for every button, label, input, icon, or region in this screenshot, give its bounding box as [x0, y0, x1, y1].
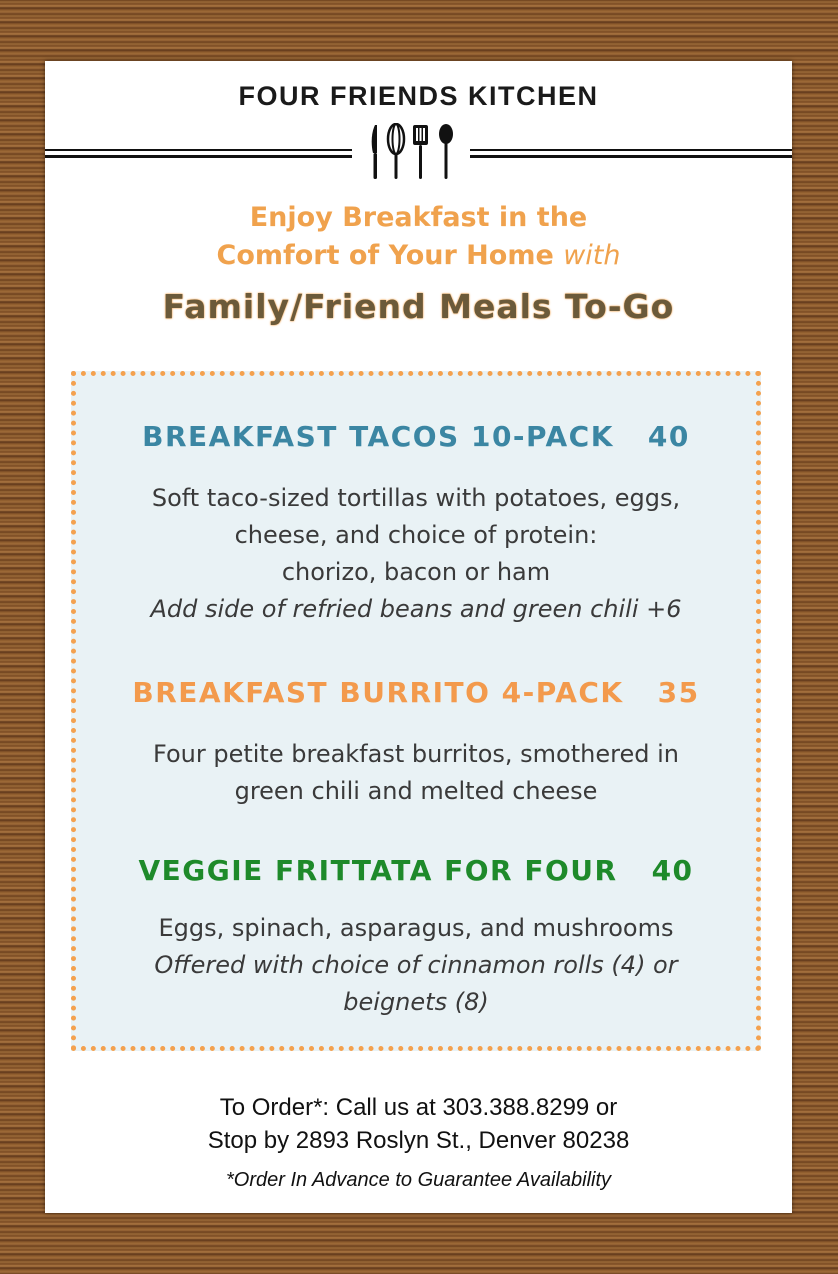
- menu-box: [71, 371, 761, 1051]
- advance-order-note: *Order In Advance to Guarantee Availability: [225, 1169, 612, 1191]
- description-line: Four petite breakfast burritos, smothered in: [153, 740, 679, 768]
- description-line: cheese, and choice of protein:: [234, 521, 598, 549]
- order-phone-line: To Order*: Call us at 303.388.8299 or: [219, 1094, 618, 1121]
- order-info: [45, 1091, 792, 1157]
- divider-left: [45, 149, 352, 159]
- brand-title: FOUR FRIENDS KITCHEN: [238, 81, 599, 111]
- description-line: Soft taco-sized tortillas with potatoes, eggs,: [151, 484, 681, 512]
- description-line: green chili and melted cheese: [234, 777, 598, 805]
- menu-item-title: [76, 420, 756, 453]
- add-on-line: Offered with choice of cinnamon rolls (4) or beignets (8): [154, 951, 678, 1016]
- menu-card: [45, 61, 792, 1213]
- item-price: 40: [647, 420, 690, 453]
- item-price: 40: [651, 854, 694, 887]
- tagline-line-1: Enjoy Breakfast in the: [249, 202, 588, 233]
- tagline-line-2-text: Comfort of Your Home: [216, 240, 554, 271]
- menu-item-description: [76, 736, 756, 810]
- tagline-with: with: [563, 240, 621, 271]
- item-name: BREAKFAST BURRITO 4-PACK: [132, 676, 624, 709]
- description-line: chorizo, bacon or ham: [281, 558, 551, 586]
- add-on-line: Add side of refried beans and green chili +6: [150, 595, 682, 623]
- menu-item-title: [76, 676, 756, 709]
- subhead: Family/Friend Meals To-Go: [162, 287, 675, 326]
- divider-right: [470, 149, 792, 159]
- description-line: Eggs, spinach, asparagus, and mushrooms: [158, 914, 674, 942]
- kitchen-utensils-icon: [367, 123, 459, 181]
- menu-item-description: [76, 910, 756, 1021]
- item-name: BREAKFAST TACOS 10-PACK: [142, 420, 614, 453]
- tagline-line-2: [45, 237, 792, 275]
- menu-item-title: [76, 854, 756, 887]
- order-address-line: Stop by 2893 Roslyn St., Denver 80238: [207, 1127, 630, 1154]
- item-name: VEGGIE FRITTATA FOR FOUR: [138, 854, 618, 887]
- menu-item-description: [76, 480, 756, 628]
- item-price: 35: [657, 676, 700, 709]
- tagline: [45, 199, 792, 275]
